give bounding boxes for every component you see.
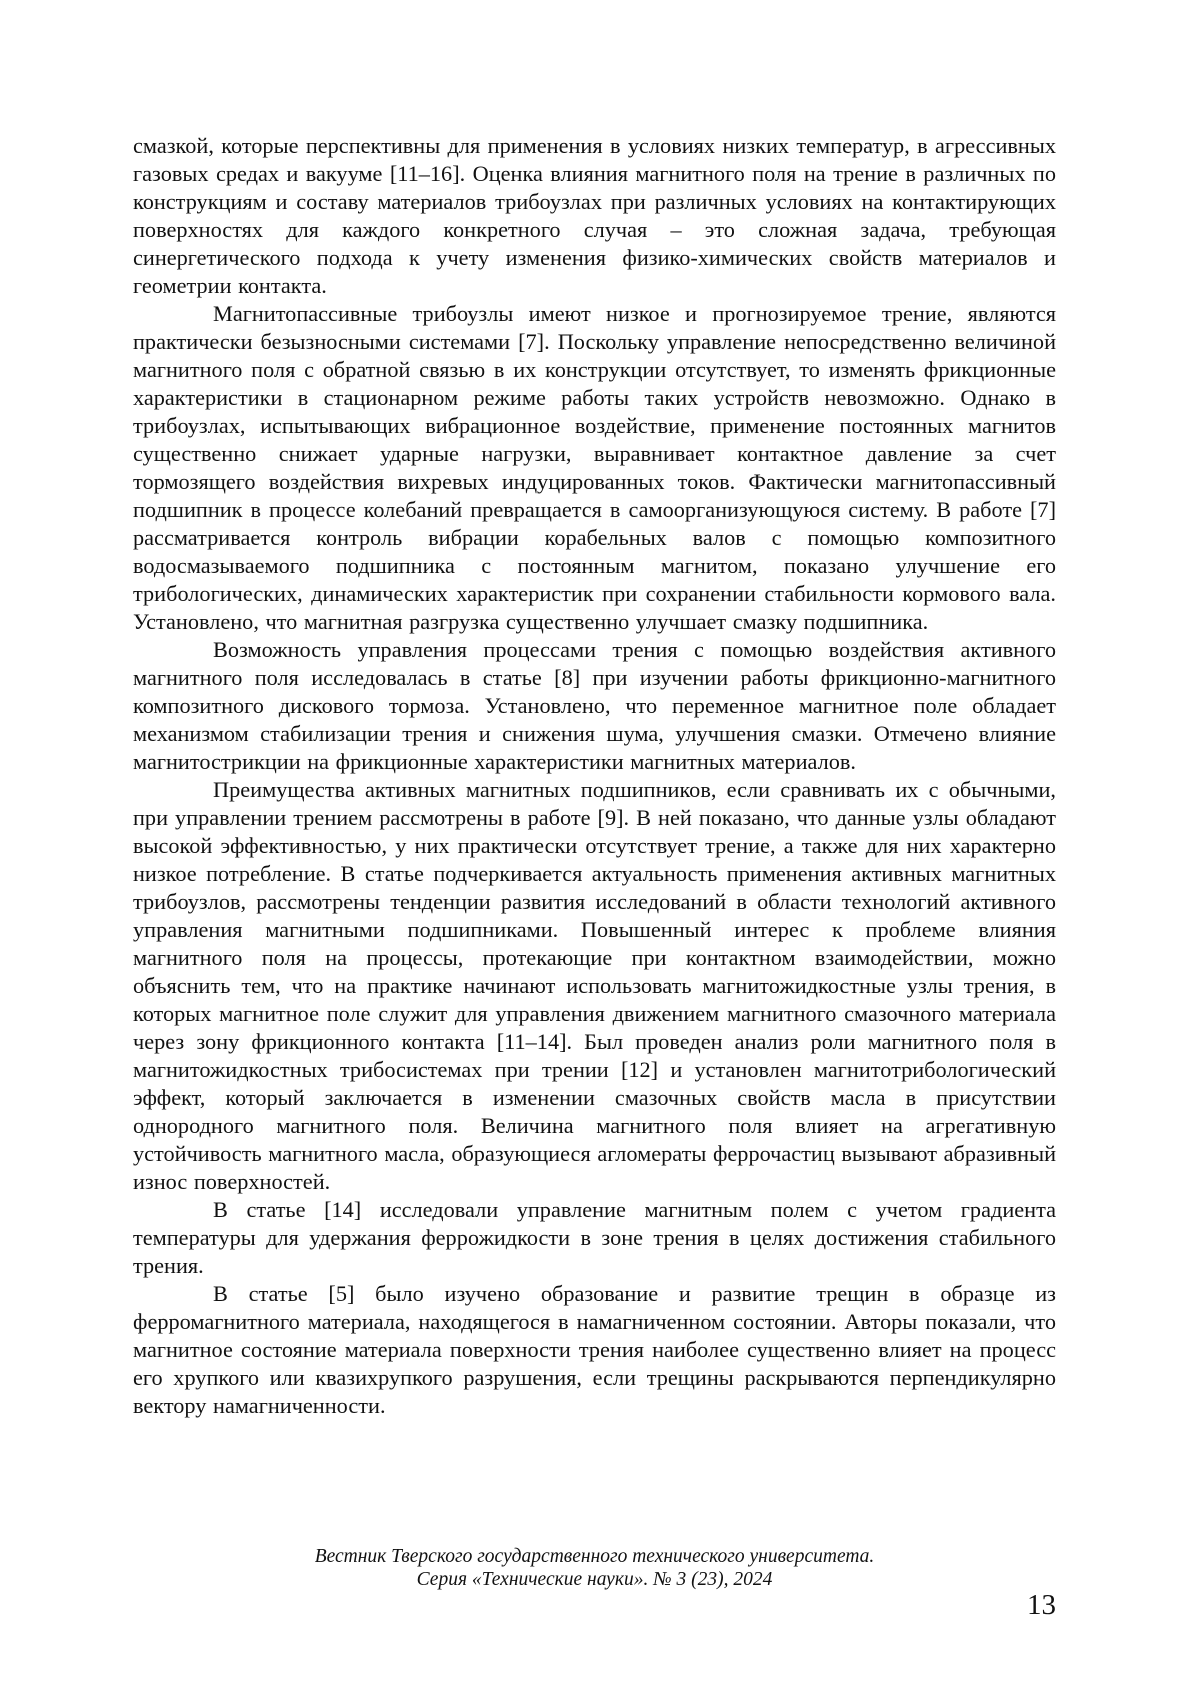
page-number: 13 xyxy=(1027,1589,1056,1621)
journal-footer xyxy=(133,1545,1056,1591)
article-body xyxy=(133,132,1056,1420)
body-paragraph: В статье [5] было изучено образование и развитие трещин в образце из ферромагнитного материала, находящегося в намагниченном состоянии. Авторы показали, что магнитное состояние материала поверхности трения наиболее существенно влияет на процесс его хрупкого или квазихрупкого разрушения, если трещины раскрываются перпендикулярно вектору намагниченности. xyxy=(133,1281,1056,1418)
body-paragraph: Преимущества активных магнитных подшипников, если сравнивать их с обычными, при управлении трением рассмотрены в работе [9]. В ней показано, что данные узлы обладают высокой эффективностью, у них практически отсутствует трение, а также для них характерно низкое потребление. В статье подчеркивается актуальность применения активных магнитных трибоузлов, рассмотрены тенденции развития исследований в области технологий активного управления магнитными подшипниками. Повышенный интерес к проблеме влияния магнитного поля на процессы, протекающие при контактном взаимодействии, можно объяснить тем, что на практике начинают использовать магнитожидкостные узлы трения, в которых магнитное поле служит для управления движением магнитного смазочного материала через зону фрикционного контакта [11–14]. Был проведен анализ роли магнитного поля в магнитожидкостных трибосистемах при трении [12] и установлен магнитотрибологический эффект, который заключается в изменении смазочных свойств масла в присутствии однородного магнитного поля. Величина магнитного поля влияет на агрегативную устойчивость магнитного масла, образующиеся агломераты феррочастиц вызывают абразивный износ поверхностей. xyxy=(133,777,1056,1194)
body-paragraph: смазкой, которые перспективны для применения в условиях низких температур, в агрессивных газовых средах и вакууме [11–16]. Оценка влияния магнитного поля на трение в различных по конструкциям и составу материалов трибоузлах при различных условиях на контактирующих поверхностях для каждого конкретного случая – это сложная задача, требующая синергетического подхода к учету изменения физико-химических свойств материалов и геометрии контакта. xyxy=(133,133,1056,298)
body-paragraph: Возможность управления процессами трения с помощью воздействия активного магнитного поля исследовалась в статье [8] при изучении работы фрикционно-магнитного композитного дискового тормоза. Установлено, что переменное магнитное поле обладает механизмом стабилизации трения и снижения шума, улучшения смазки. Отмечено влияние магнитострикции на фрикционные характеристики магнитных материалов. xyxy=(133,637,1056,774)
journal-footer-title: Вестник Тверского государственного технического университета. xyxy=(314,1546,875,1567)
body-paragraph: В статье [14] исследовали управление магнитным полем с учетом градиента температуры для удержания феррожидкости в зоне трения в целях достижения стабильного трения. xyxy=(133,1197,1056,1278)
body-paragraph: Магнитопассивные трибоузлы имеют низкое и прогнозируемое трение, являются практически безызносными системами [7]. Поскольку управление непосредственно величиной магнитного поля с обратной связью в их конструкции отсутствует, то изменять фрикционные характеристики в стационарном режиме работы таких устройств невозможно. Однако в трибоузлах, испытывающих вибрационное воздействие, применение постоянных магнитов существенно снижает ударные нагрузки, выравнивает контактное давление за счет тормозящего воздействия вихревых индуцированных токов. Фактически магнитопассивный подшипник в процессе колебаний превращается в самоорганизующуюся систему. В работе [7] рассматривается контроль вибрации корабельных валов с помощью композитного водосмазываемого подшипника с постоянным магнитом, показано улучшение его трибологических, динамических характеристик при сохранении стабильности кормового вала. Установлено, что магнитная разгрузка существенно улучшает смазку подшипника. xyxy=(133,301,1056,634)
journal-footer-issue: Серия «Технические науки». № 3 (23), 2024 xyxy=(416,1569,773,1590)
